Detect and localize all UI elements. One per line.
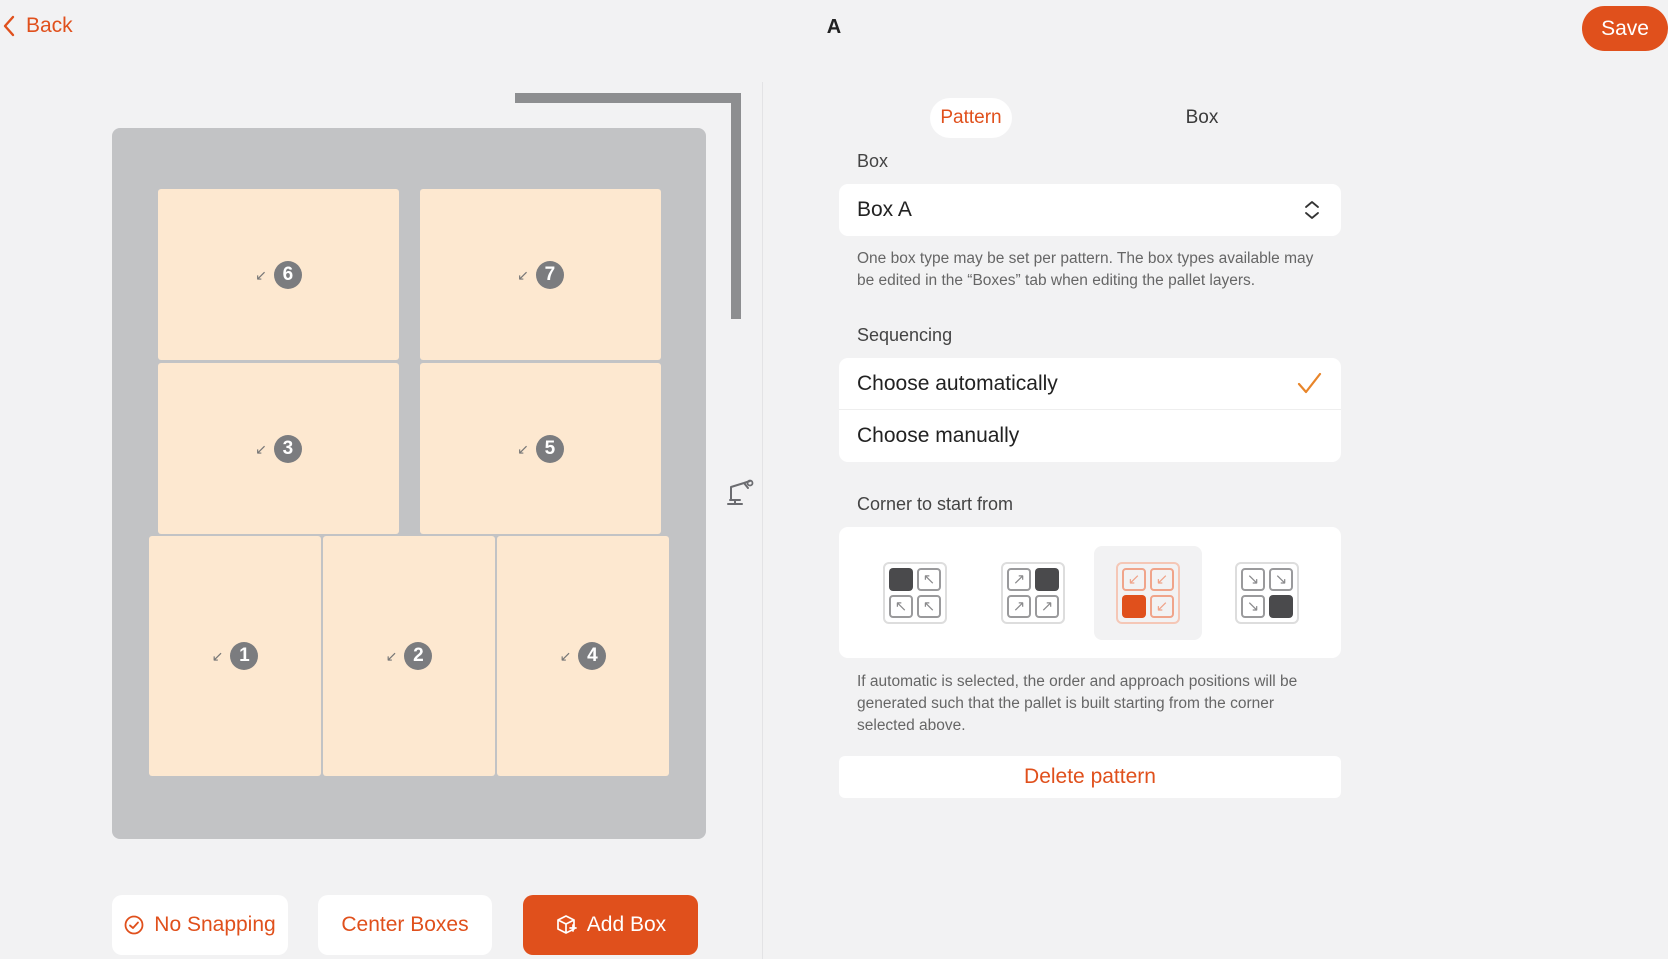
corner-bottom-right-icon: ↘ ↘ ↘ [1235,562,1299,624]
top-bar [0,0,1668,56]
corner-option-bottom-left[interactable] [1094,546,1202,640]
panel-divider [762,82,763,959]
box-select[interactable] [839,184,1341,236]
page-title: A [826,16,842,38]
center-boxes-label: Center Boxes [341,913,469,936]
no-snapping-button[interactable] [112,895,288,955]
pattern-box-6[interactable] [158,189,399,360]
pattern-box-1[interactable] [149,536,321,776]
pattern-box-4[interactable] [497,536,669,776]
corner-option-bottom-right[interactable] [1213,546,1321,640]
pattern-box-3[interactable] [158,363,399,534]
box-sequence-number: 4 [578,642,606,670]
approach-arrow-icon: ↙ [517,440,529,457]
check-circle-icon [124,915,144,935]
approach-arrow-icon: ↙ [385,648,398,664]
corner-help-text: If automatic is selected, the order and approach positions will be generated such that the pallet is built starting from the corner selected above. [857,673,1298,734]
box-sequence-number: 5 [536,435,564,463]
pattern-box-2[interactable] [323,536,495,776]
corner-bottom-left-icon: ↙ ↙ ↙ [1116,562,1180,624]
sequencing-option-label: Choose automatically [857,371,1058,395]
approach-arrow-icon: ↙ [211,648,224,664]
approach-arrow-icon: ↙ [517,266,529,283]
chevron-up-down-icon [1303,199,1321,221]
box-sequence-number: 3 [274,435,302,463]
approach-arrow-icon: ↙ [255,266,267,283]
box-sequence-number: 1 [230,642,258,670]
pallet-canvas[interactable] [112,128,706,839]
approach-arrow-icon: ↙ [255,440,267,457]
corner-top-left-icon: ↖ ↖ ↖ [883,562,947,624]
sequencing-option-manual[interactable] [839,410,1341,462]
approach-arrow-icon: ↙ [559,648,572,664]
checkmark-icon [1295,370,1323,398]
tab-box[interactable]: Box [1185,107,1219,128]
corner-selector [839,527,1341,658]
box-sequence-number: 2 [404,642,432,670]
box-sequence-number: 7 [536,261,564,289]
pattern-box-7[interactable] [420,189,661,360]
sequencing-option-automatic[interactable] [839,358,1341,410]
sequencing-option-label: Choose manually [857,424,1020,447]
corner-label: Corner to start from [857,494,1014,514]
add-box-label: Add Box [586,913,667,936]
add-box-button[interactable] [523,895,698,955]
sequencing-label: Sequencing [857,325,953,345]
corner-option-top-left[interactable] [861,546,969,640]
box-sequence-number: 6 [274,261,302,289]
corner-option-top-right[interactable] [979,546,1087,640]
no-snapping-label: No Snapping [154,913,276,936]
save-button[interactable]: Save [1582,6,1668,51]
sequencing-options [839,358,1341,462]
pattern-box-5[interactable] [420,363,661,534]
box-select-value: Box A [857,198,912,221]
delete-pattern-button[interactable]: Delete pattern [839,756,1341,798]
back-label: Back [26,14,73,37]
panel-tabs [930,98,1300,138]
package-plus-icon [555,914,577,936]
robot-arm-icon [724,478,754,508]
tab-pattern[interactable]: Pattern [930,98,1012,138]
box-section-label: Box [857,151,889,171]
center-boxes-button[interactable] [318,895,492,955]
corner-top-right-icon: ↗ ↗ ↗ [1001,562,1065,624]
box-help-text: One box type may be set per pattern. The box types available may be edited in the “Boxes” tab when editing the pallet layers. [857,250,1314,289]
